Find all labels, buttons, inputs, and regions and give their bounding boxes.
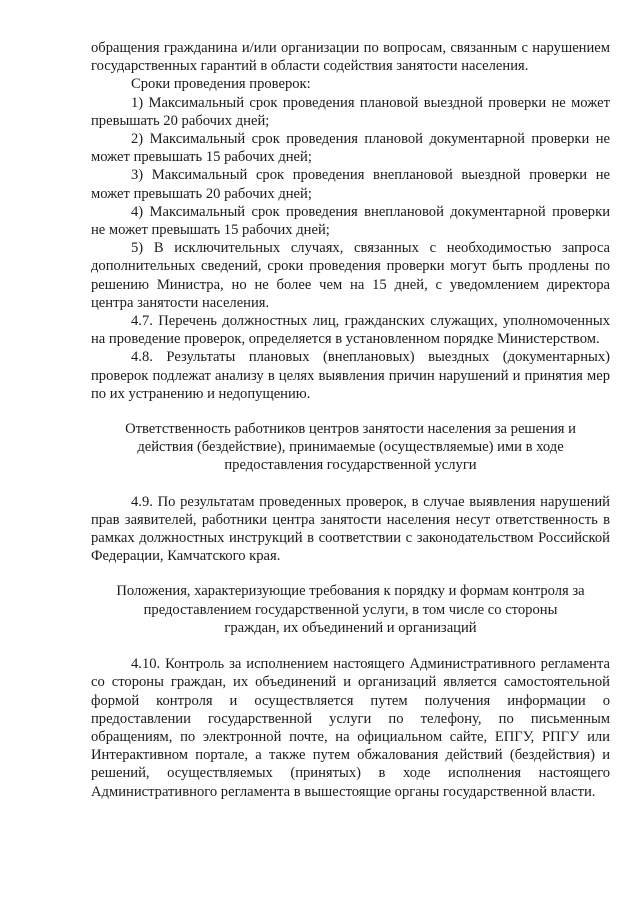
document-page — [91, 39, 610, 801]
section-spacer — [91, 565, 610, 582]
section-heading-control-provisions — [91, 582, 610, 637]
section-spacer — [91, 403, 610, 420]
paragraph-intro-continuation: обращения гражданина и/или организации по вопросам, связанным с нарушением государственных гарантий в области содействия занятости населения. — [91, 40, 610, 75]
section-heading-responsibility — [91, 420, 610, 475]
heading-line: предоставления государственной услуги — [224, 457, 477, 474]
list-item-term-3: 3) Максимальный срок проведения внеплановой выездной проверки не может превышать 20 рабочих дней; — [91, 167, 610, 202]
heading-line: граждан, их объединений и организаций — [224, 619, 477, 636]
paragraph-4-8: 4.8. Результаты плановых (внеплановых) выездных (документарных) проверок подлежат анализу в целях выявления причин нарушений и принятия мер по их устранению и недопущению. — [91, 349, 610, 402]
paragraph-4-7: 4.7. Перечень должностных лиц, гражданских служащих, уполномоченных на проведение проверок, определяется в установленном порядке Министерством. — [91, 313, 610, 348]
paragraph-4-9: 4.9. По результатам проведенных проверок, в случае выявления нарушений прав заявителей, работники центра занятости населения несут ответственность в рамках должностных инструкций в соответствии с законодательством Российской Федерации, Камчатского края. — [91, 493, 610, 565]
heading-line: Положения, характеризующие требования к порядку и формам контроля за — [116, 583, 585, 600]
section-spacer — [91, 637, 610, 655]
list-item-term-1: 1) Максимальный срок проведения плановой выездной проверки не может превышать 20 рабочих дней; — [91, 94, 610, 129]
heading-line: действия (бездействие), принимаемые (осуществляемые) ими в ходе — [137, 439, 564, 456]
heading-line: Ответственность работников центров занятости населения за решения и — [125, 421, 576, 438]
list-item-term-2: 2) Максимальный срок проведения плановой документарной проверки не может превышать 15 рабочих дней; — [91, 131, 610, 166]
paragraph-inspection-terms-title: Сроки проведения проверок: — [131, 76, 311, 93]
list-item-term-4: 4) Максимальный срок проведения внеплановой документарной проверки не может превышать 15 рабочих дней; — [91, 203, 610, 239]
paragraph-4-10: 4.10. Контроль за исполнением настоящего Административного регламента со стороны граждан, их объединений и организаций является самостоятельной формой контроля и осуществляется путем получения информации о предоставлении государственной услуги по телефону, по письменным обращениям, по электронной почте, на официальном сайте, ЕПГУ, РПГУ или Интерактивном портале, а также путем обжалования действий (бездействия) и решений, осуществляемых (принятых) в ходе исполнения настоящего Административного регламента в вышестоящие органы государственной власти. — [91, 656, 610, 800]
heading-line: предоставлением государственной услуги, в том числе со стороны — [143, 601, 558, 618]
list-item-term-5: 5) В исключительных случаях, связанных с необходимостью запроса дополнительных сведений, сроки проведения проверки могут быть продлены по решению Министра, но не более чем на 15 дней, с уведомлением директора центра занятости населения. — [91, 240, 610, 311]
section-spacer — [91, 475, 610, 493]
